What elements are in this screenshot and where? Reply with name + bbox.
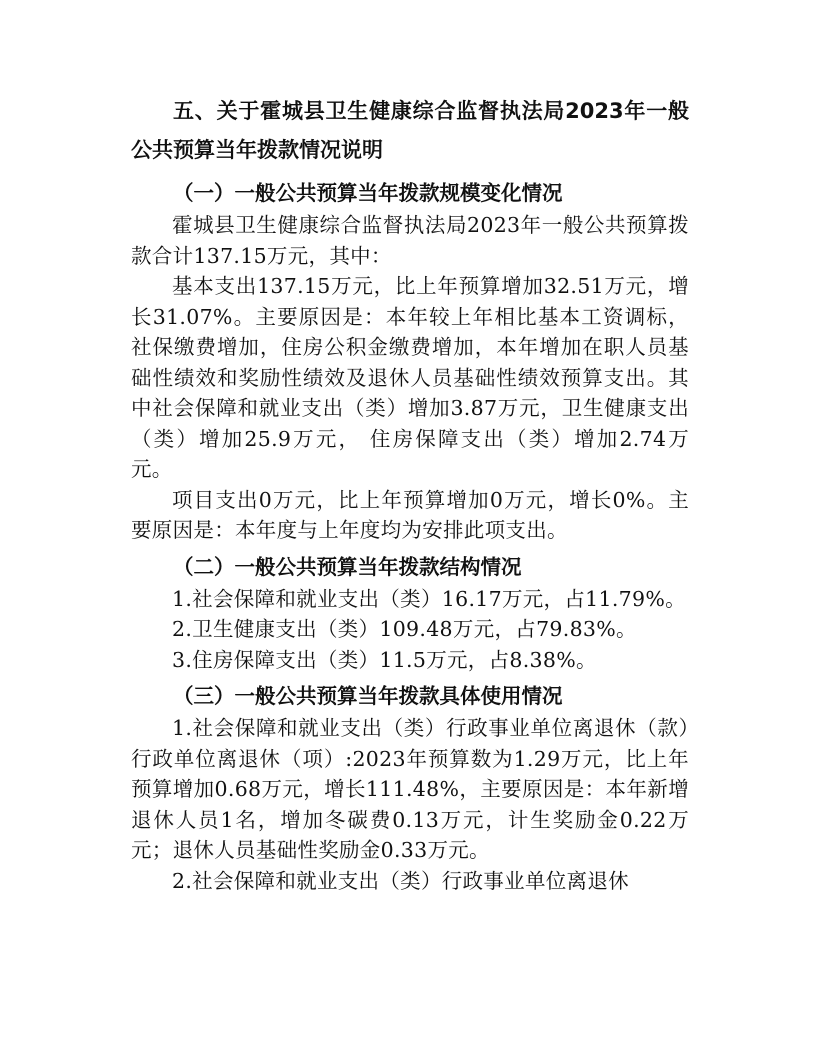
structure-item-health: 2.卫生健康支出（类）109.48万元，占79.83%。: [172, 617, 637, 641]
paragraph-project-expenditure: 项目支出0万元，比上年预算增加0万元，增长0%。主要原因是：本年度与上年度均为安排此项支出。: [131, 487, 689, 542]
paragraph-total-appropriation: 霍城县卫生健康综合监督执法局2023年一般公共预算拨款合计137.15万元，其中：: [131, 213, 689, 268]
paragraph-basic-expenditure: 基本支出137.15万元，比上年预算增加32.51万元，增长31.07%。主要原因是：本年较上年相比基本工资调标，社保缴费增加，住房公积金缴费增加，本年增加在职人员基础性绩效和奖励性绩效及退休人员基础性绩效预算支出。其中社会保障和就业支出（类）增加3.87万元，卫生健康支出（类）增加25.9万元， 住房保障支出（类）增加2.74万元。: [131, 274, 689, 481]
document-title: 五、关于霍城县卫生健康综合监督执法局2023年一般公共预算当年拨款情况说明: [131, 99, 689, 162]
structure-item-housing: 3.住房保障支出（类）11.5万元，占8.38%。: [172, 647, 597, 672]
structure-item-social-security: 1.社会保障和就业支出（类）16.17万元，占11.79%。: [172, 586, 686, 611]
usage-item-retirement-continued: 2.社会保障和就业支出（类）行政事业单位离退休: [172, 868, 629, 893]
usage-item-retirement-admin: 1.社会保障和就业支出（类）行政事业单位离退休（款）行政单位离退休（项）:2023年预算数为1.29万元，比上年预算增加0.68万元，增长111.48%，主要原因是：本年新增退休人员1名，增加冬碳费0.13万元，计生奖励金0.22万元；退休人员基础性奖励金0.33万元。: [131, 716, 689, 862]
section-heading-specific-use: （三）一般公共预算当年拨款具体使用情况: [173, 684, 563, 708]
section-heading-structure: （二）一般公共预算当年拨款结构情况: [173, 554, 522, 579]
section-heading-scale-change: （一）一般公共预算当年拨款规模变化情况: [173, 181, 563, 205]
document-body: [131, 92, 689, 896]
